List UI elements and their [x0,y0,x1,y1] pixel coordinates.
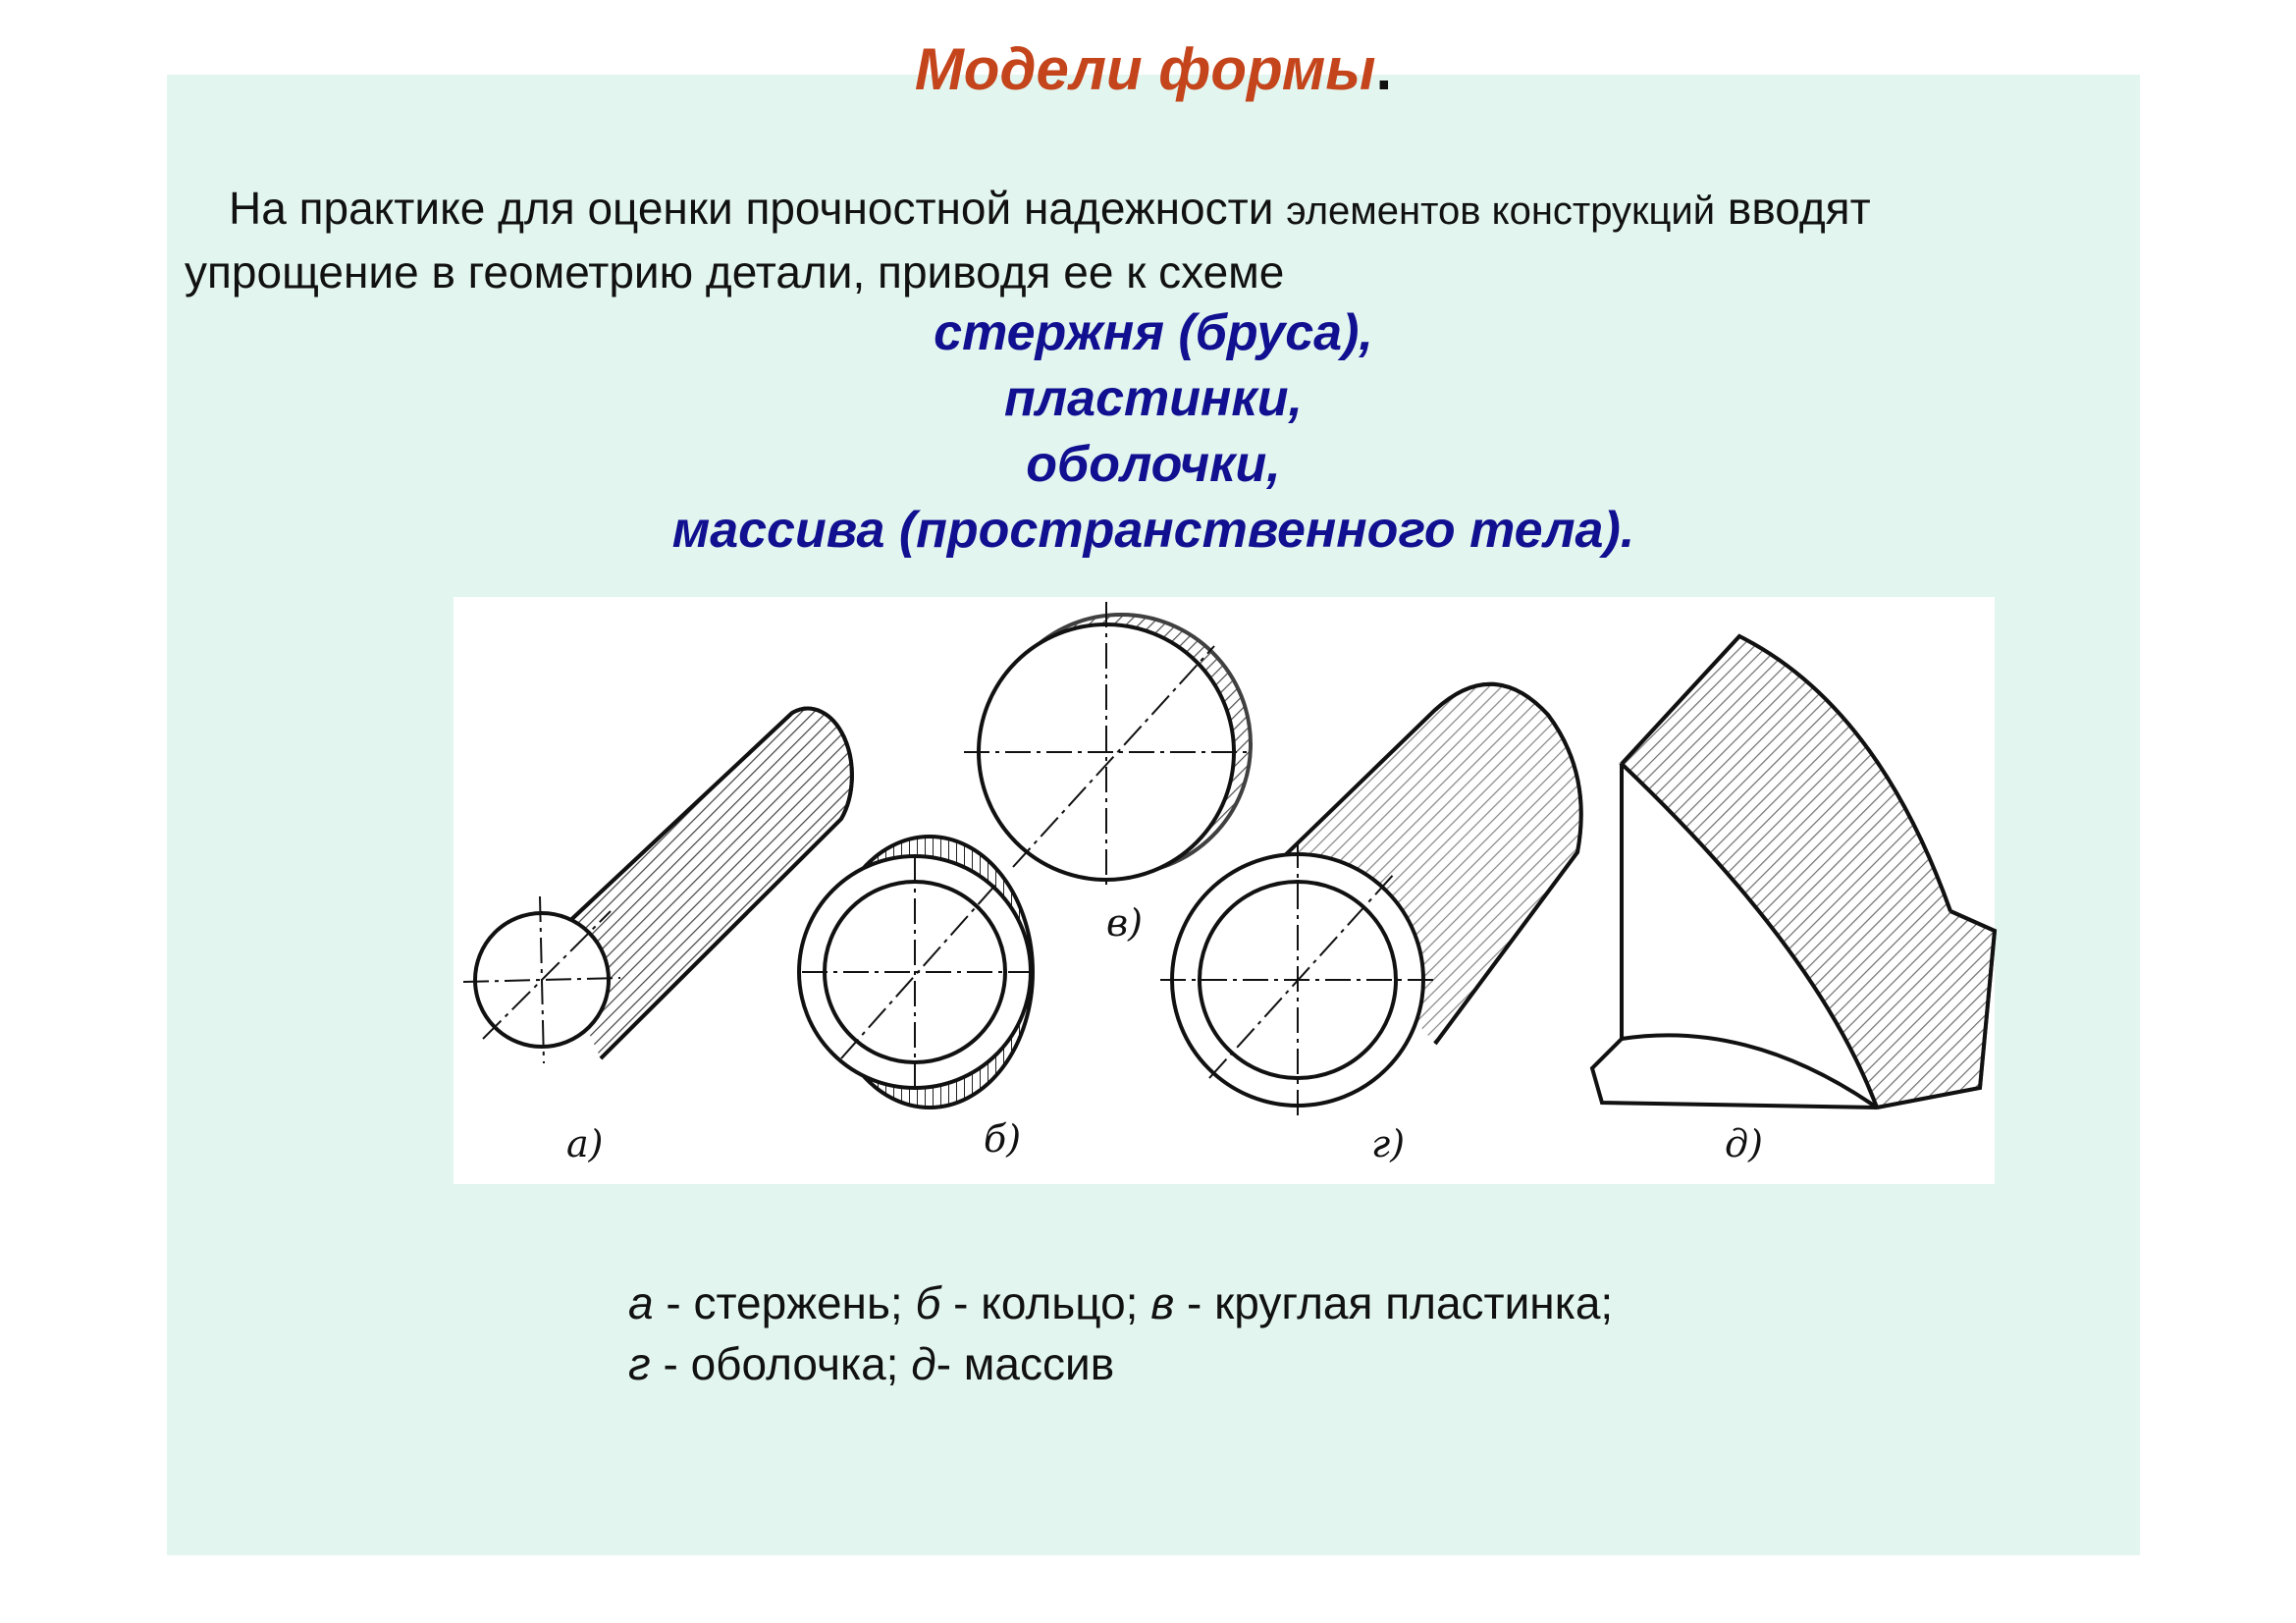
figure-caption [628,1272,1613,1394]
plate-drawing [964,602,1251,887]
model-solid: массива (пространственного тела). [671,502,1635,559]
caption-letter-g: г [628,1338,651,1389]
intro-line-1-small: элементов конструкций [1286,189,1716,233]
slide [167,36,2140,1555]
rod-drawing [463,709,852,1063]
caption-text-d: - массив [935,1338,1115,1389]
intro-paragraph [185,178,2128,302]
caption-letter-a: а [628,1277,654,1328]
solid-drawing [1592,636,1995,1108]
intro-line-1 [185,178,2128,242]
label-v: в) [1106,901,1143,945]
intro-line-1-part-2: вводят [1715,183,1871,234]
label-d: д) [1725,1122,1763,1165]
model-list [167,300,2140,564]
caption-letter-d: д [911,1338,936,1389]
model-rod: стержня (бруса), [934,304,1373,361]
caption-text-b: - кольцо; [940,1277,1151,1328]
caption-text-v: - круглая пластинка; [1174,1277,1614,1328]
slide-title [167,35,2140,103]
label-g: г) [1371,1122,1406,1165]
caption-text-a: - стержень; [653,1277,916,1328]
caption-letter-b: б [915,1277,941,1328]
label-b: б) [984,1117,1022,1161]
caption-line-2 [628,1333,1613,1394]
caption-line-1 [628,1272,1613,1333]
ring-drawing [799,837,1033,1108]
intro-line-2: упрощение в геометрию детали, приводя ее к схеме [185,246,1285,298]
model-shell: оболочки, [1026,436,1281,493]
title-dot: . [1375,36,1393,102]
intro-line-1-part-1: На практике для оценки прочностной надежности [229,183,1287,234]
caption-letter-v: в [1150,1277,1175,1328]
label-a: а) [566,1122,604,1165]
models-drawing [454,597,1995,1184]
title-text: Модели формы [914,36,1376,102]
models-figure [454,597,1995,1184]
model-plate: пластинки, [1004,370,1303,427]
caption-text-g: - оболочка; [650,1338,912,1389]
